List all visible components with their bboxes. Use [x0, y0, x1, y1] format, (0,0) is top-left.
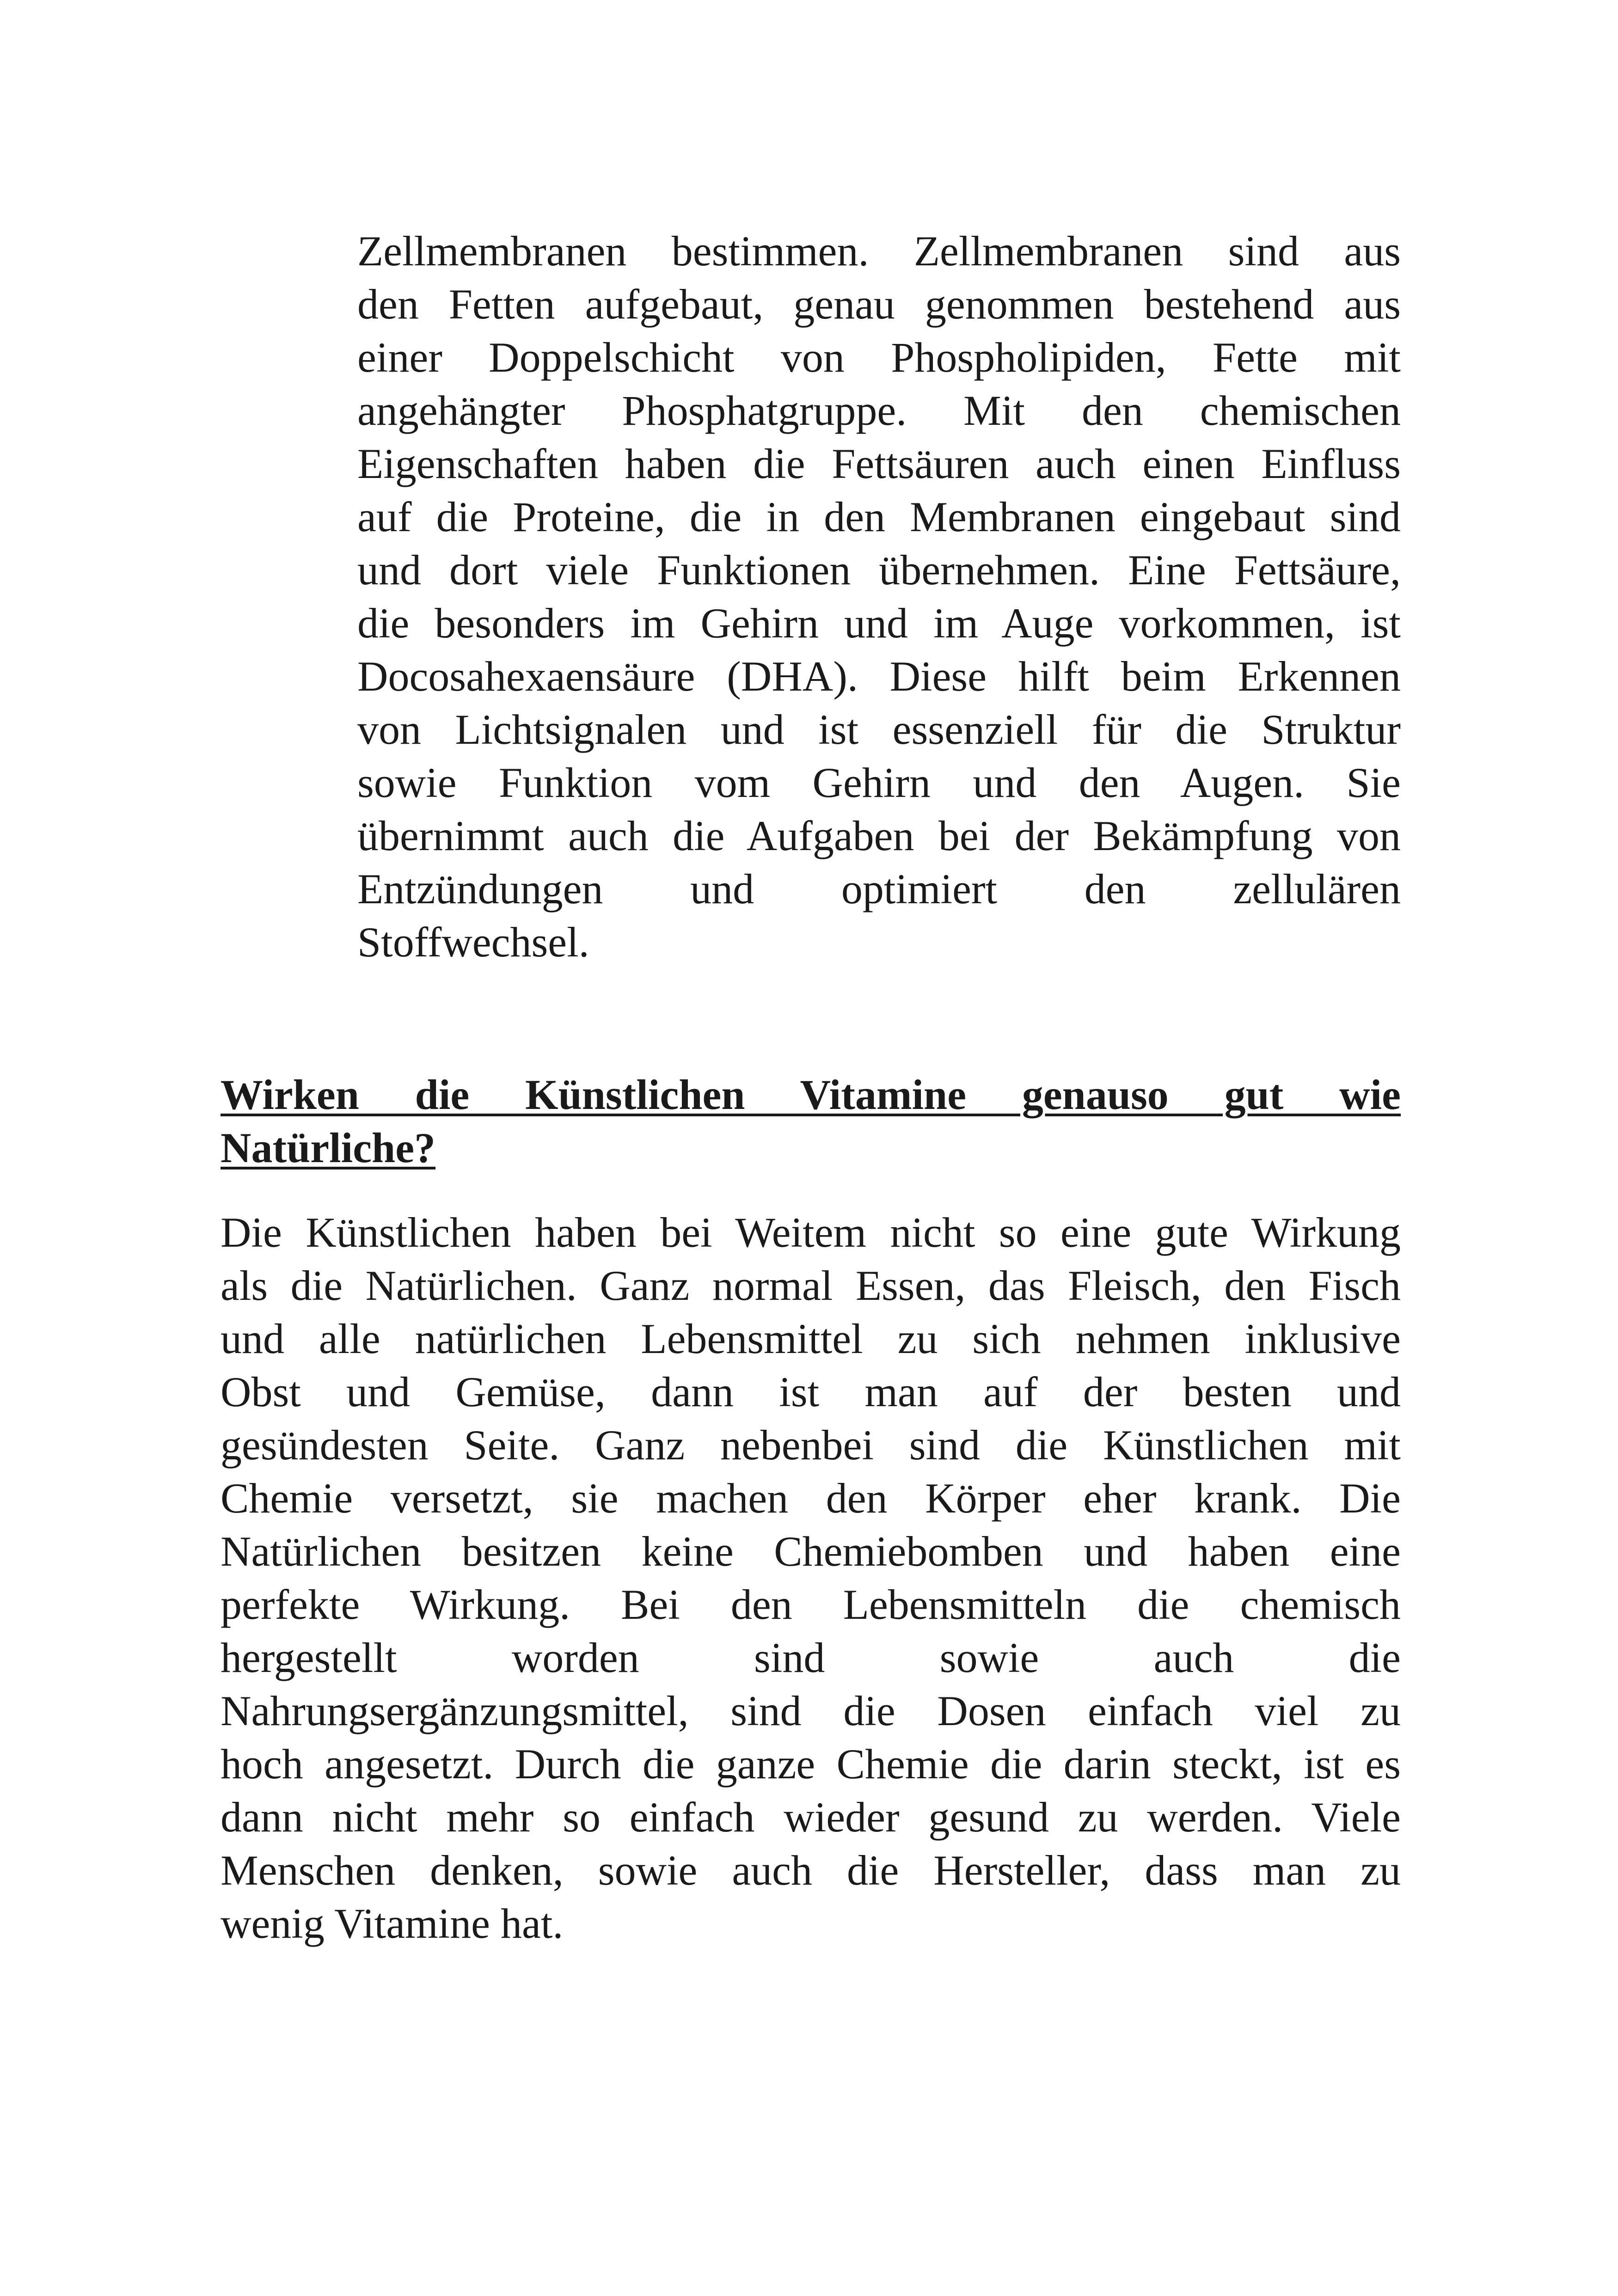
- paragraph-1-line: Docosahexaensäure (DHA). Diese hilft beim Erkennen: [357, 653, 1401, 700]
- paragraph-1-line: auf die Proteine, die in den Membranen eingebaut sind: [357, 493, 1401, 540]
- paragraph-2-line: Die Künstlichen haben bei Weitem nicht so eine gute Wirkung: [221, 1209, 1401, 1256]
- paragraph-2-line: und alle natürlichen Lebensmittel zu sich nehmen inklusive: [221, 1315, 1401, 1362]
- paragraph-1-line: Stoffwechsel.: [357, 918, 589, 966]
- paragraph-1-line: Eigenschaften haben die Fettsäuren auch einen Einfluss: [357, 440, 1401, 487]
- paragraph-2-line: Nahrungsergänzungsmittel, sind die Dosen einfach viel zu: [221, 1687, 1401, 1734]
- paragraph-1-line: Entzündungen und optimiert den zellulären: [357, 865, 1401, 912]
- paragraph-1-line: angehängter Phosphatgruppe. Mit den chemischen: [357, 387, 1401, 434]
- paragraph-2-line: dann nicht mehr so einfach wieder gesund zu werden. Viele: [221, 1794, 1401, 1841]
- paragraph-2-line: Chemie versetzt, sie machen den Körper eher krank. Die: [221, 1475, 1401, 1522]
- paragraph-1-line: übernimmt auch die Aufgaben bei der Bekämpfung von: [357, 812, 1401, 859]
- section-heading-line: Wirken die Künstlichen Vitamine genauso gut wie: [221, 1071, 1401, 1118]
- paragraph-1-line: und dort viele Funktionen übernehmen. Eine Fettsäure,: [357, 546, 1401, 594]
- paragraph-2-line: Natürlichen besitzen keine Chemiebomben und haben eine: [221, 1528, 1401, 1575]
- paragraph-1-line: von Lichtsignalen und ist essenziell für die Struktur: [357, 706, 1401, 753]
- paragraph-2-line: als die Natürlichen. Ganz normal Essen, das Fleisch, den Fisch: [221, 1262, 1401, 1309]
- paragraph-1-line: Zellmembranen bestimmen. Zellmembranen sind aus: [357, 227, 1401, 275]
- paragraph-1-line: einer Doppelschicht von Phospholipiden, Fette mit: [357, 334, 1401, 381]
- paragraph-1-line: die besonders im Gehirn und im Auge vorkommen, ist: [357, 600, 1401, 647]
- paragraph-2-line: Menschen denken, sowie auch die Hersteller, dass man zu: [221, 1847, 1401, 1894]
- paragraph-2-line: gesündesten Seite. Ganz nebenbei sind die Künstlichen mit: [221, 1421, 1401, 1469]
- paragraph-2-line: wenig Vitamine hat.: [221, 1900, 564, 1947]
- paragraph-1-line: den Fetten aufgebaut, genau genommen bestehend aus: [357, 281, 1401, 328]
- paragraph-1-line: sowie Funktion vom Gehirn und den Augen. Sie: [357, 759, 1401, 806]
- paragraph-2-line: perfekte Wirkung. Bei den Lebensmitteln die chemisch: [221, 1581, 1401, 1628]
- section-heading-line: Natürliche?: [221, 1124, 436, 1171]
- paragraph-2-line: Obst und Gemüse, dann ist man auf der besten und: [221, 1368, 1401, 1415]
- paragraph-2-line: hoch angesetzt. Durch die ganze Chemie die darin steckt, ist es: [221, 1740, 1401, 1788]
- paragraph-2-line: hergestellt worden sind sowie auch die: [221, 1634, 1401, 1681]
